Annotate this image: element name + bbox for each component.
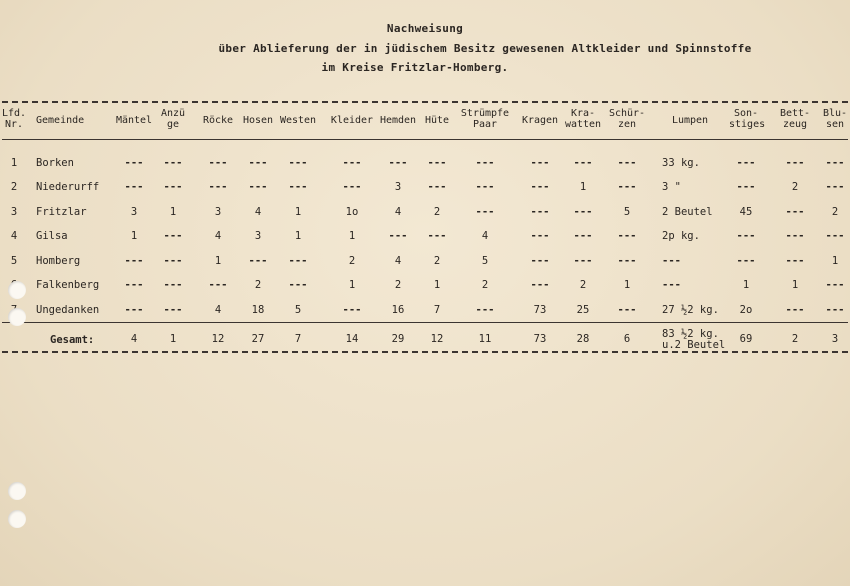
table-cell: ---	[617, 181, 637, 193]
row-number: 2	[10, 181, 18, 193]
municipality-name: Ungedanken	[36, 304, 100, 316]
table-cell: 2	[433, 206, 441, 218]
total-cell: 14	[345, 333, 359, 345]
table-cell: ---	[388, 230, 408, 242]
column-header: Lumpen	[671, 115, 709, 126]
table-cell: 1	[294, 206, 302, 218]
table-cell: ---	[785, 157, 805, 169]
table-cell: 2	[481, 279, 489, 291]
table-cell: 1	[130, 230, 138, 242]
table-cell: 27 ½2 kg.	[662, 304, 719, 316]
table-cell: ---	[825, 181, 845, 193]
table-cell: ---	[475, 206, 495, 218]
table-cell: 4	[394, 206, 402, 218]
table-cell: 73	[533, 304, 547, 316]
table-cell: ---	[573, 230, 593, 242]
table-cell: 16	[391, 304, 405, 316]
table-cell: ---	[785, 230, 805, 242]
table-cell: ---	[124, 255, 144, 267]
table-cell: ---	[124, 157, 144, 169]
municipality-name: Fritzlar	[36, 206, 87, 218]
municipality-name: Gilsa	[36, 230, 68, 242]
table-cell: ---	[342, 181, 362, 193]
table-cell: ---	[617, 157, 637, 169]
table-cell: 1	[579, 181, 587, 193]
table-cell: 5	[481, 255, 489, 267]
table-cell: ---	[163, 181, 183, 193]
table-cell: ---	[427, 181, 447, 193]
table-cell: 2	[579, 279, 587, 291]
table-cell: ---	[825, 304, 845, 316]
table-cell: ---	[288, 279, 308, 291]
table-cell: 2	[254, 279, 262, 291]
table-cell: 3	[254, 230, 262, 242]
table-cell: ---	[530, 279, 550, 291]
table-cell: 2p kg.	[662, 230, 700, 242]
header-top-rule	[2, 101, 848, 103]
table-cell: ---	[163, 230, 183, 242]
punch-hole	[8, 482, 26, 500]
column-header: Mäntel	[115, 115, 153, 126]
total-top-rule	[2, 322, 848, 323]
header-bottom-rule	[2, 139, 848, 140]
document-region: im Kreise Fritzlar-Homberg.	[321, 61, 509, 74]
table-cell: ---	[427, 157, 447, 169]
total-cell: 12	[430, 333, 444, 345]
table-cell: ---	[163, 304, 183, 316]
table-cell: ---	[475, 157, 495, 169]
table-cell: ---	[530, 206, 550, 218]
municipality-name: Falkenberg	[36, 279, 100, 291]
table-cell: ---	[208, 279, 228, 291]
table-cell: 4	[214, 230, 222, 242]
table-cell: ---	[736, 230, 756, 242]
total-cell: 83 ½2 kg. u.2 Beutel	[662, 328, 726, 351]
total-cell: 3	[831, 333, 839, 345]
total-cell: 2	[791, 333, 799, 345]
total-cell: 27	[251, 333, 265, 345]
table-cell: ---	[163, 157, 183, 169]
table-cell: 7	[433, 304, 441, 316]
punch-hole	[8, 308, 26, 326]
table-cell: 1	[623, 279, 631, 291]
table-cell: ---	[736, 181, 756, 193]
column-header: Hemden	[379, 115, 417, 126]
table-cell: 3	[394, 181, 402, 193]
table-cell: 3	[130, 206, 138, 218]
table-cell: ---	[248, 181, 268, 193]
table-cell: ---	[736, 157, 756, 169]
table-cell: ---	[825, 157, 845, 169]
table-cell: 1	[433, 279, 441, 291]
table-cell: ---	[208, 181, 228, 193]
table-cell: 1	[348, 279, 356, 291]
total-cell: 29	[391, 333, 405, 345]
table-cell: ---	[530, 230, 550, 242]
table-cell: ---	[785, 206, 805, 218]
total-cell: 73	[533, 333, 547, 345]
total-label: Gesamt:	[50, 334, 95, 346]
table-cell: ---	[617, 304, 637, 316]
table-cell: 2	[394, 279, 402, 291]
table-cell: 4	[254, 206, 262, 218]
table-cell: 2	[433, 255, 441, 267]
municipality-name: Niederurff	[36, 181, 100, 193]
total-cell: 11	[478, 333, 492, 345]
column-header: Blu- sen	[822, 108, 848, 130]
table-cell: 2o	[739, 304, 753, 316]
table-cell: ---	[825, 279, 845, 291]
table-cell: 1	[214, 255, 222, 267]
table-cell: ---	[248, 157, 268, 169]
table-cell: ---	[124, 279, 144, 291]
table-cell: ---	[248, 255, 268, 267]
table-cell: ---	[427, 230, 447, 242]
total-bottom-rule	[2, 351, 848, 353]
table-cell: 3	[214, 206, 222, 218]
column-header: Gemeinde	[36, 115, 85, 126]
table-cell: ---	[573, 255, 593, 267]
table-cell: 25	[576, 304, 590, 316]
table-cell: 1	[348, 230, 356, 242]
row-number: 3	[10, 206, 18, 218]
table-cell: ---	[475, 181, 495, 193]
table-cell: ---	[617, 230, 637, 242]
column-header: Schür- zen	[608, 108, 646, 130]
table-cell: 2	[348, 255, 356, 267]
punch-hole	[8, 281, 26, 299]
table-cell: ---	[573, 206, 593, 218]
municipality-name: Homberg	[36, 255, 81, 267]
table-cell: 4	[481, 230, 489, 242]
document-title: Nachweisung	[386, 22, 464, 35]
table-cell: 3 "	[662, 181, 681, 193]
table-cell: ---	[530, 181, 550, 193]
table-cell: 1	[169, 206, 177, 218]
total-cell: 69	[739, 333, 753, 345]
table-cell: 5	[294, 304, 302, 316]
total-cell: 7	[294, 333, 302, 345]
row-number: 1	[10, 157, 18, 169]
table-cell: ---	[662, 279, 681, 291]
table-cell: ---	[662, 255, 681, 267]
column-header: Kra- watten	[564, 108, 602, 130]
row-number: 4	[10, 230, 18, 242]
column-header: Anzü ge	[160, 108, 186, 130]
column-header: Kragen	[521, 115, 559, 126]
column-header: Hosen	[242, 115, 274, 126]
total-cell: 12	[211, 333, 225, 345]
table-cell: ---	[342, 304, 362, 316]
table-cell: ---	[785, 255, 805, 267]
column-header: Lfd. Nr.	[1, 108, 27, 130]
table-cell: 2	[791, 181, 799, 193]
column-header: Strümpfe Paar	[460, 108, 510, 130]
column-header: Kleider	[330, 115, 374, 126]
table-cell: ---	[342, 157, 362, 169]
table-cell: ---	[736, 255, 756, 267]
table-cell: 4	[214, 304, 222, 316]
table-cell: ---	[288, 157, 308, 169]
table-cell: ---	[124, 181, 144, 193]
table-cell: 45	[739, 206, 753, 218]
column-header: Hüte	[424, 115, 450, 126]
table-cell: 33 kg.	[662, 157, 700, 169]
municipality-name: Borken	[36, 157, 74, 169]
total-cell: 4	[130, 333, 138, 345]
table-cell: ---	[530, 255, 550, 267]
table-cell: 4	[394, 255, 402, 267]
punch-hole	[8, 510, 26, 528]
table-cell: ---	[163, 255, 183, 267]
table-cell: 1o	[345, 206, 359, 218]
total-cell: 28	[576, 333, 590, 345]
table-cell: 1	[791, 279, 799, 291]
table-cell: ---	[208, 157, 228, 169]
table-cell: 1	[742, 279, 750, 291]
table-cell: 1	[294, 230, 302, 242]
table-cell: ---	[573, 157, 593, 169]
total-cell: 1	[169, 333, 177, 345]
table-cell: ---	[617, 255, 637, 267]
column-header: Bett- zeug	[779, 108, 811, 130]
column-header: Son- stiges	[729, 108, 766, 130]
table-cell: 1	[831, 255, 839, 267]
table-cell: 5	[623, 206, 631, 218]
table-cell: ---	[388, 157, 408, 169]
row-number: 5	[10, 255, 18, 267]
table-cell: ---	[785, 304, 805, 316]
column-header: Westen	[279, 115, 317, 126]
document-subtitle: über Ablieferung der in jüdischem Besitz gewesenen Altkleider und Spinnstoffe	[218, 42, 752, 55]
table-cell: ---	[475, 304, 495, 316]
table-cell: 2 Beutel	[662, 206, 713, 218]
table-cell: 18	[251, 304, 265, 316]
column-header: Röcke	[202, 115, 234, 126]
table-cell: 2	[831, 206, 839, 218]
table-cell: ---	[825, 230, 845, 242]
table-cell: ---	[288, 255, 308, 267]
table-cell: ---	[163, 279, 183, 291]
table-cell: ---	[530, 157, 550, 169]
total-cell: 6	[623, 333, 631, 345]
table-cell: ---	[124, 304, 144, 316]
table-cell: ---	[288, 181, 308, 193]
